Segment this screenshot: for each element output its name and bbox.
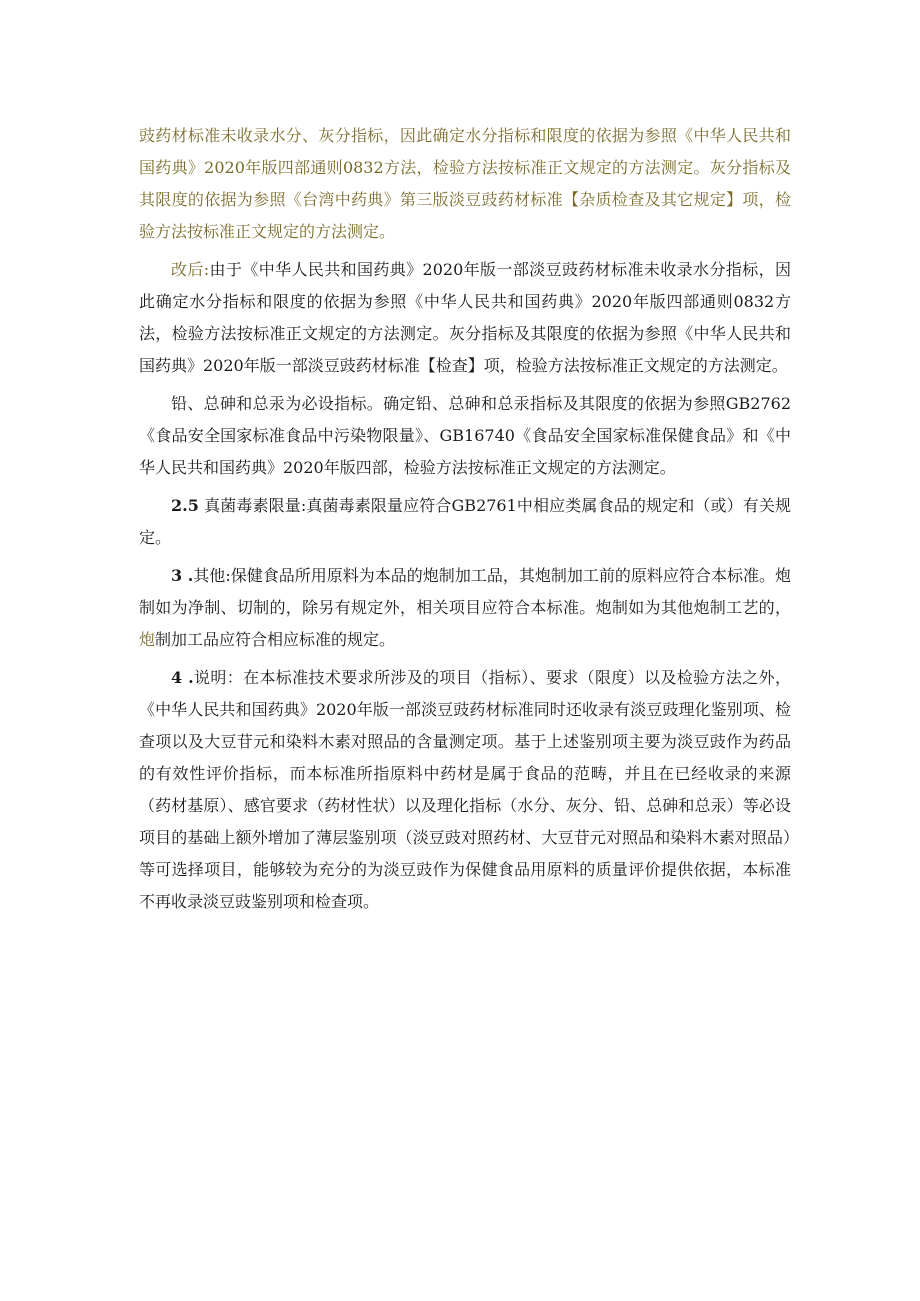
section-number-3: 3 .: [171, 566, 194, 585]
mycotoxin-text: 真菌毒素限量:真菌毒素限量应符合GB2761中相应类属食品的规定和（或）有关规定。: [139, 496, 791, 547]
paragraph-other: [139, 560, 791, 656]
explanation-text: 说明：在本标准技术要求所涉及的项目（指标）、要求（限度）以及检验方法之外，《中华人民共和国药典》2020年版一部淡豆豉药材标准同时还收录有淡豆豉理化鉴别项、检查项以及大豆苷元和染料木素对照品的含量测定项。基于上述鉴别项主要为淡豆豉作为药品的有效性评价指标，而本标准所指原料中药材是属于食品的范畴，并且在已经收录的来源（药材基原）、感官要求（药材性状）以及理化指标（水分、灰分、铅、总砷和总汞）等必设项目的基础上额外增加了薄层鉴别项（淡豆豉对照药材、大豆苷元对照品和染料木素对照品）等可选择项目，能够较为充分的为淡豆豉作为保健食品用原料的质量评价提供依据，本标准不再收录淡豆豉鉴别项和检查项。: [139, 668, 791, 911]
paragraph-revised: [139, 254, 791, 382]
paragraph-mycotoxin: [139, 490, 791, 554]
paragraph-explanation: [139, 662, 791, 918]
document-page: [139, 120, 791, 924]
section-number-2-5: 2.5: [171, 496, 199, 515]
paragraph-continuation: [139, 120, 791, 248]
other-highlight: 炮: [139, 630, 156, 649]
heavy-metals-text: 铅、总砷和总汞为必设指标。确定铅、总砷和总汞指标及其限度的依据为参照GB2762《食品安全国家标准食品中污染物限量》、GB16740《食品安全国家标准保健食品》和《中华人民共和国药典》2020年版四部，检验方法按标准正文规定的方法测定。: [139, 394, 791, 477]
other-text-before: :保健食品所用原料为本品的炮制加工品，其炮制加工前的原料应符合本标准。炮制如为净制、切制的，除另有规定外，相关项目应符合本标准。炮制如为其他炮制工艺的，: [139, 566, 791, 617]
paragraph-heavy-metals: [139, 388, 791, 484]
section-number-4: 4 .: [171, 668, 194, 687]
revised-text: 由于《中华人民共和国药典》2020年版一部淡豆豉药材标准未收录水分指标，因此确定水分指标和限度的依据为参照《中华人民共和国药典》2020年版四部通则0832方法，检验方法按标准正文规定的方法测定。灰分指标及其限度的依据为参照《中华人民共和国药典》2020年版一部淡豆豉药材标准【检查】项，检验方法按标准正文规定的方法测定。: [139, 260, 791, 375]
revised-label: 改后:: [171, 260, 210, 279]
other-heading: 其他: [193, 566, 226, 585]
continuation-text: 豉药材标准未收录水分、灰分指标，因此确定水分指标和限度的依据为参照《中华人民共和国药典》2020年版四部通则0832方法，检验方法按标准正文规定的方法测定。灰分指标及其限度的依据为参照《台湾中药典》第三版淡豆豉药材标准【杂质检查及其它规定】项，检验方法按标准正文规定的方法测定。: [139, 126, 791, 241]
other-text-after: 制加工品应符合相应标准的规定。: [155, 630, 396, 649]
